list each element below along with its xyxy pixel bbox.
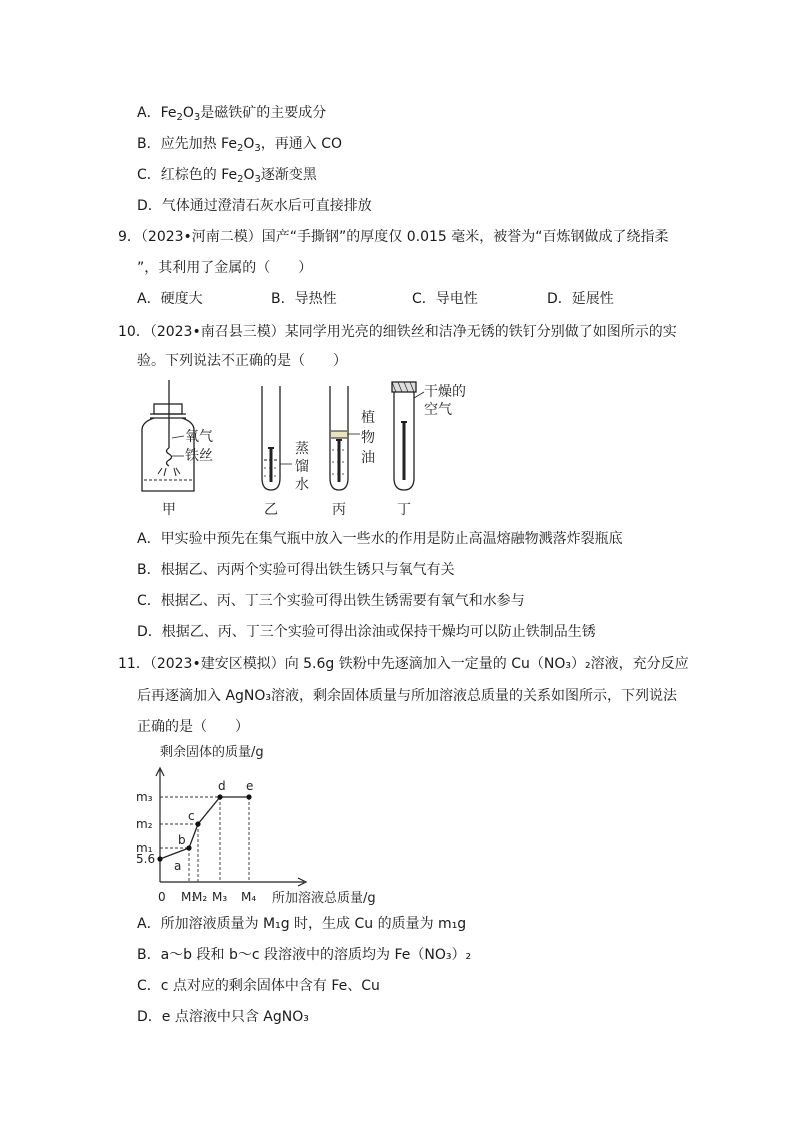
q8-option-a: A．$Fe_2O_3$是磁铁矿的主要成分 (137, 105, 327, 123)
tube-ding (392, 382, 424, 490)
q11-stem-line1: 11．（2023•建安区模拟）向 5.6g 铁粉中先逐滴加入一定量的 Cu（NO₃）₂溶液，充分反应 (118, 656, 689, 672)
q11-stem-line3: 正确的是（ ） (137, 719, 249, 735)
q9-option-b: B．导热性 (271, 291, 337, 307)
q11-option-a: A．所加溶液质量为 M₁g 时，生成 Cu 的质量为 m₁g (137, 916, 467, 932)
data-point-3 (217, 794, 222, 799)
label-plant-oil-2: 物 (361, 430, 375, 446)
point-label-c: c (188, 809, 195, 823)
chart-ylabel: 剩余固体的质量/g (160, 745, 264, 760)
y-tick-label-1: m₁ (136, 841, 153, 855)
q10-option-c: C．根据乙、丙、丁三个实验可得出铁生锈需要有氧气和水参与 (137, 593, 525, 609)
x-tick-label-1: M₂ (192, 890, 208, 904)
q11-option-c: C．c 点对应的剩余固体中含有 Fe、Cu (137, 978, 380, 994)
chart-series (157, 779, 253, 873)
q11-option-b: B．a～b 段和 b～c 段溶液中的溶质均为 Fe（NO₃）₂ (137, 947, 472, 963)
label-distilled-water-2: 馏 (295, 459, 309, 475)
q8-option-c: C．红棕色的 $Fe_2O_3$逐渐变黑 (137, 167, 317, 185)
q9-stem-line2: ”，其利用了金属的（ ） (137, 260, 313, 276)
q9-option-c: C．导电性 (412, 291, 478, 307)
q9-option-d: D．延展性 (547, 291, 614, 307)
q10-option-b: B．根据乙、丙两个实验可得出铁生锈只与氧气有关 (137, 562, 455, 578)
label-distilled-water-1: 蒸 (295, 441, 309, 457)
tube-yi (262, 386, 292, 490)
y-tick-label-3: m₃ (136, 790, 153, 804)
q8-option-b: B．应先加热 $Fe_2O_3$，再通入 CO (137, 136, 342, 154)
q9-options (0, 289, 794, 309)
data-point-2 (195, 821, 200, 826)
x-axis (160, 878, 306, 886)
label-plant-oil-3: 油 (361, 450, 375, 466)
y-tick-label-0: 5.6 (136, 852, 156, 866)
label-dry-air-1: 干燥的 (424, 384, 466, 400)
x-tick-label-0: M₁ (181, 890, 197, 904)
caption-ding: 丁 (397, 502, 411, 518)
caption-bing: 丙 (332, 502, 346, 518)
x-tick-label-3: M₄ (241, 890, 257, 904)
x-tick-label-2: M₃ (212, 890, 228, 904)
q10-stem-line1: 10．（2023•南召县三模）某同学用光亮的细铁丝和洁净无锈的铁钉分别做了如图所示的实 (118, 324, 677, 340)
q9-option-a: A．硬度大 (137, 291, 203, 307)
label-dry-air-2: 空气 (424, 402, 452, 418)
chart-tick-labels (136, 790, 256, 904)
q8-option-d: D．气体通过澄清石灰水后可直接排放 (137, 198, 372, 214)
label-plant-oil-1: 植 (361, 410, 375, 426)
caption-yi: 乙 (264, 502, 278, 518)
point-label-e: e (246, 779, 254, 793)
series-line (160, 797, 249, 859)
point-label-a: a (174, 859, 182, 873)
q11-mass-chart (134, 738, 434, 910)
data-point-1 (186, 845, 191, 850)
q9-stem-line1: 9．（2023•河南二模）国产“手撕钢”的厚度仅 0.015 毫米，被誉为“百炼钢做成了绕指柔 (118, 229, 669, 245)
q11-option-d: D．e 点溶液中只含 AgNO₃ (137, 1009, 309, 1025)
q10-option-d: D．根据乙、丙、丁三个实验可得出涂油或保持干燥均可以防止铁制品生锈 (137, 624, 596, 640)
chart-origin-label: 0 (158, 890, 166, 904)
label-iron-wire: 铁丝 (185, 448, 213, 464)
data-point-4 (246, 794, 251, 799)
label-distilled-water-3: 水 (295, 477, 309, 493)
label-oxygen: 氧气 (185, 429, 213, 445)
chart-xlabel: 所加溶液总质量/g (272, 891, 376, 906)
q10-experiment-figure (128, 378, 478, 518)
q11-stem-line2: 后再逐滴加入 AgNO₃溶液，剩余固体质量与所加溶液总质量的关系如图所示，下列说法 (137, 688, 678, 704)
q10-stem-line2: 验。下列说法不正确的是（ ） (137, 353, 347, 369)
y-axis (156, 768, 164, 882)
data-point-0 (157, 856, 162, 861)
caption-jia: 甲 (162, 502, 176, 518)
tube-bing (330, 386, 360, 490)
point-label-b: b (178, 833, 186, 847)
q10-option-a: A．甲实验中预先在集气瓶中放入一些水的作用是防止高温熔融物溅落炸裂瓶底 (137, 531, 623, 547)
point-label-d: d (218, 779, 226, 793)
y-tick-label-2: m₂ (136, 817, 153, 831)
